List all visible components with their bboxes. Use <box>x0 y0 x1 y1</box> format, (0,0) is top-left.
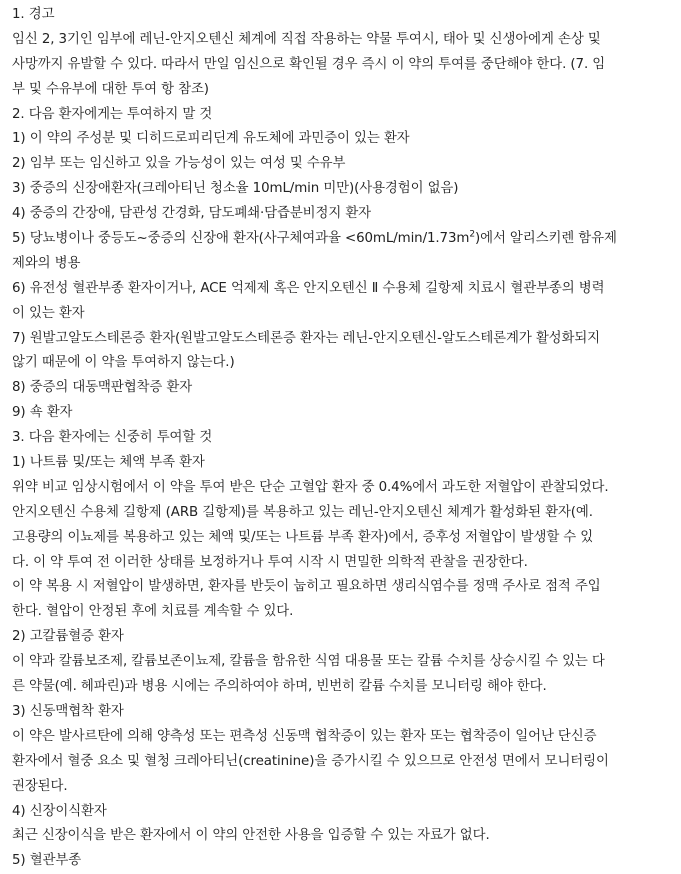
body-text-line: 안지오텐신 수용체 길항제 (ARB 길항제)를 복용하고 있는 레닌-안지오텐신 체계가 활성화된 환자(예. <box>12 504 593 520</box>
list-item: 제와의 병용 <box>12 255 81 271</box>
list-item: 이 있는 환자 <box>12 305 85 321</box>
heading-contraindications: 2. 다음 환자에게는 투여하지 말 것 <box>12 106 213 122</box>
list-item: 4) 중증의 간장애, 담관성 간경화, 담도폐쇄·담즙분비정지 환자 <box>12 206 371 222</box>
body-text-line: 다. 이 약 투여 전 이러한 상태를 보정하거나 투여 시작 시 면밀한 의학적 관찰을 권장한다. <box>12 554 528 570</box>
list-item: 6) 유전성 혈관부종 환자이거나, ACE 억제제 혹은 안지오텐신 Ⅱ 수용체 길항제 치료시 혈관부종의 병력 <box>12 280 605 296</box>
body-text-line: 임신 2, 3기인 임부에 레닌-안지오텐신 체계에 직접 작용하는 약물 투여시, 태아 및 신생아에게 손상 및 <box>12 31 601 47</box>
document-body <box>12 3 672 874</box>
list-item: 5) 혈관부종 <box>12 853 82 869</box>
body-text-line: 최근 신장이식을 받은 환자에서 이 약의 안전한 사용을 입증할 수 있는 자료가 없다. <box>12 828 490 844</box>
list-item: 8) 중증의 대동맥판협착증 환자 <box>12 380 193 396</box>
body-text-line: 권장된다. <box>12 778 68 794</box>
list-item: 4) 신장이식환자 <box>12 803 107 819</box>
list-item: 1) 나트륨 및/또는 체액 부족 환자 <box>12 455 205 471</box>
list-item: 5) 당뇨병이나 중등도~중증의 신장애 환자(사구체여과율 $<60mL/\min/1.73m^2$)에서 알리스키렌 함유제 <box>12 229 617 247</box>
list-item: 1) 이 약의 주성분 및 디히드로피리딘계 유도체에 과민증이 있는 환자 <box>12 131 410 147</box>
superscript: 2 <box>469 229 475 240</box>
body-text-line: 이 약 복용 시 저혈압이 발생하면, 환자를 반듯이 눕히고 필요하면 생리식염수를 정맥 주사로 점적 주입 <box>12 579 601 595</box>
body-text-line: 이 약과 칼륨보조제, 칼륨보존이뇨제, 칼륨을 함유한 식염 대용물 또는 칼륨 수치를 상승시킬 수 있는 다 <box>12 654 605 670</box>
body-text-line: 사망까지 유발할 수 있다. 따라서 만일 임신으로 확인될 경우 즉시 이 약의 투여를 중단해야 한다. (7. 임 <box>12 56 606 72</box>
body-text-line: 른 약물(예. 헤파린)과 병용 시에는 주의하여야 하며, 빈번히 칼륨 수치를 모니터링 해야 한다. <box>12 679 547 695</box>
heading-warning: 1. 경고 <box>12 7 55 22</box>
list-item: 2) 임부 또는 임신하고 있을 가능성이 있는 여성 및 수유부 <box>12 156 346 172</box>
body-text-line: 고용량의 이뇨제를 복용하고 있는 체액 및/또는 나트륨 부족 환자)에서, 증후성 저혈압이 발생할 수 있 <box>12 529 594 545</box>
list-item: 2) 고칼륨혈증 환자 <box>12 629 124 645</box>
heading-caution: 3. 다음 환자에는 신중히 투여할 것 <box>12 430 213 446</box>
list-item: 않기 때문에 이 약을 투여하지 않는다.) <box>12 355 235 371</box>
body-text-line: 위약 비교 임상시험에서 이 약을 투여 받은 단순 고혈압 환자 중 0.4%에서 과도한 저혈압이 관찰되었다. <box>12 479 609 495</box>
body-text-line: 이 약은 발사르탄에 의해 양측성 또는 편측성 신동맥 협착증이 있는 환자 또는 협착증이 일어난 단신증 <box>12 728 597 744</box>
list-item: 3) 신동맥협착 환자 <box>12 703 124 719</box>
body-text-line: 환자에서 혈중 요소 및 혈청 크레아티닌(creatinine)을 증가시킬 수 있으므로 안전성 면에서 모니터링이 <box>12 753 609 769</box>
body-text-line: 한다. 혈압이 안정된 후에 치료를 계속할 수 있다. <box>12 604 294 620</box>
body-text-line: 부 및 수유부에 대한 투여 항 참조) <box>12 81 209 97</box>
list-item: 3) 중증의 신장애환자(크레아티닌 청소율 10mL/min 미만)(사용경험이 없음) <box>12 181 459 197</box>
list-item: 7) 원발고알도스테론증 환자(원발고알도스테론증 환자는 레닌-안지오텐신-알도스테론계가 활성화되지 <box>12 330 600 346</box>
list-item: 9) 쇽 환자 <box>12 405 73 421</box>
